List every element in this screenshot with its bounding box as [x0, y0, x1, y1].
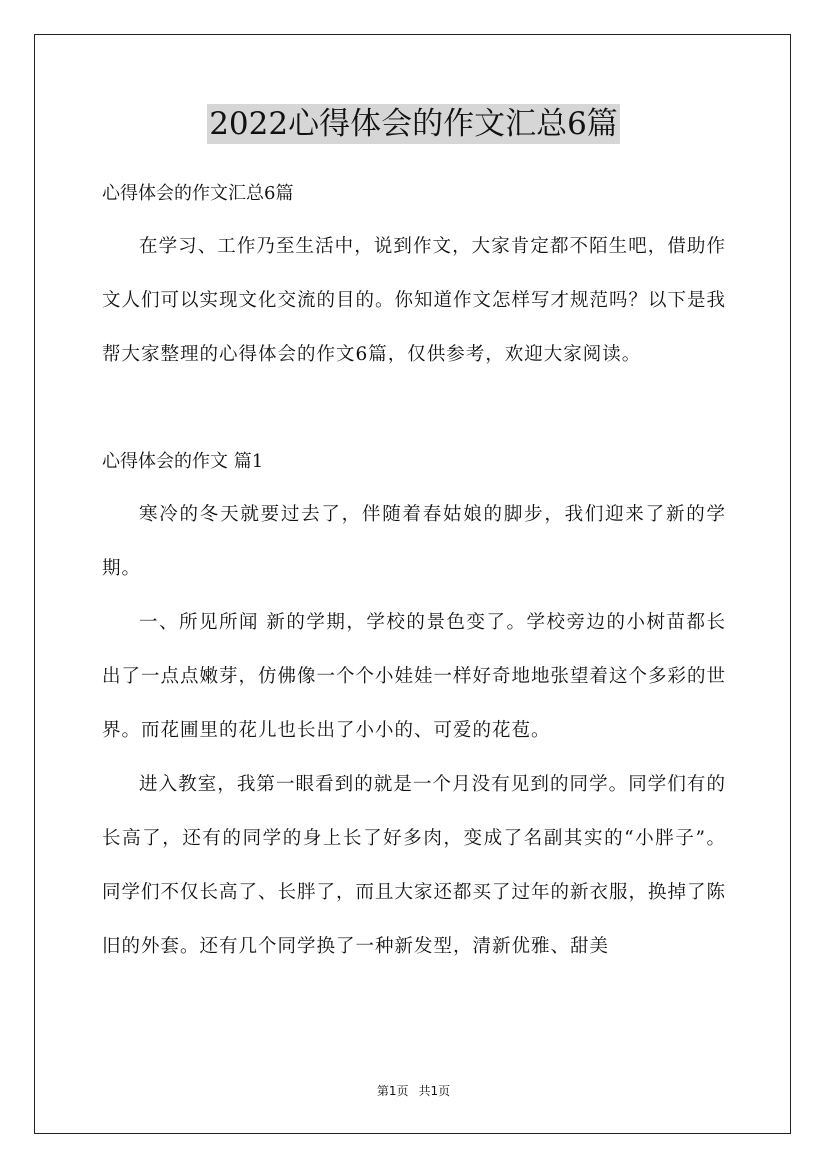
page-number: 第1页 [376, 1084, 409, 1098]
document-body [102, 168, 726, 974]
intro-paragraph: 在学习、工作乃至生活中，说到作文，大家肯定都不陌生吧，借助作文人们可以实现文化交流的目的。你知道作文怎样写才规范吗？以下是我帮大家整理的心得体会的作文6篇，仅供参考，欢迎大家阅读。 [102, 236, 727, 365]
title-wrap [0, 104, 827, 144]
section-heading: 心得体会的作文 篇1 [102, 451, 264, 472]
document-subtitle: 心得体会的作文汇总6篇 [102, 183, 294, 204]
page-footer [0, 1082, 827, 1099]
page-total: 共1页 [418, 1084, 451, 1098]
body-paragraph: 寒冷的冬天就要过去了，伴随着春姑娘的脚步，我们迎来了新的学期。 [102, 504, 726, 579]
body-paragraph: 进入教室，我第一眼看到的就是一个月没有见到的同学。同学们有的长高了，还有的同学的身上长了好多肉，变成了名副其实的“小胖子”。同学们不仅长高了、长胖了，而且大家还都买了过年的新衣服，换掉了陈旧的外套。还有几个同学换了一种新发型，清新优雅、甜美 [102, 774, 727, 957]
section-spacer [102, 382, 726, 436]
document-title: 2022心得体会的作文汇总6篇 [209, 106, 618, 142]
body-paragraph: 一、所见所闻 新的学期，学校的景色变了。学校旁边的小树苗都长出了一点点嫩芽，仿佛像一个个小娃娃一样好奇地地张望着这个多彩的世界。而花圃里的花儿也长出了小小的、可爱的花苞。 [102, 612, 727, 741]
